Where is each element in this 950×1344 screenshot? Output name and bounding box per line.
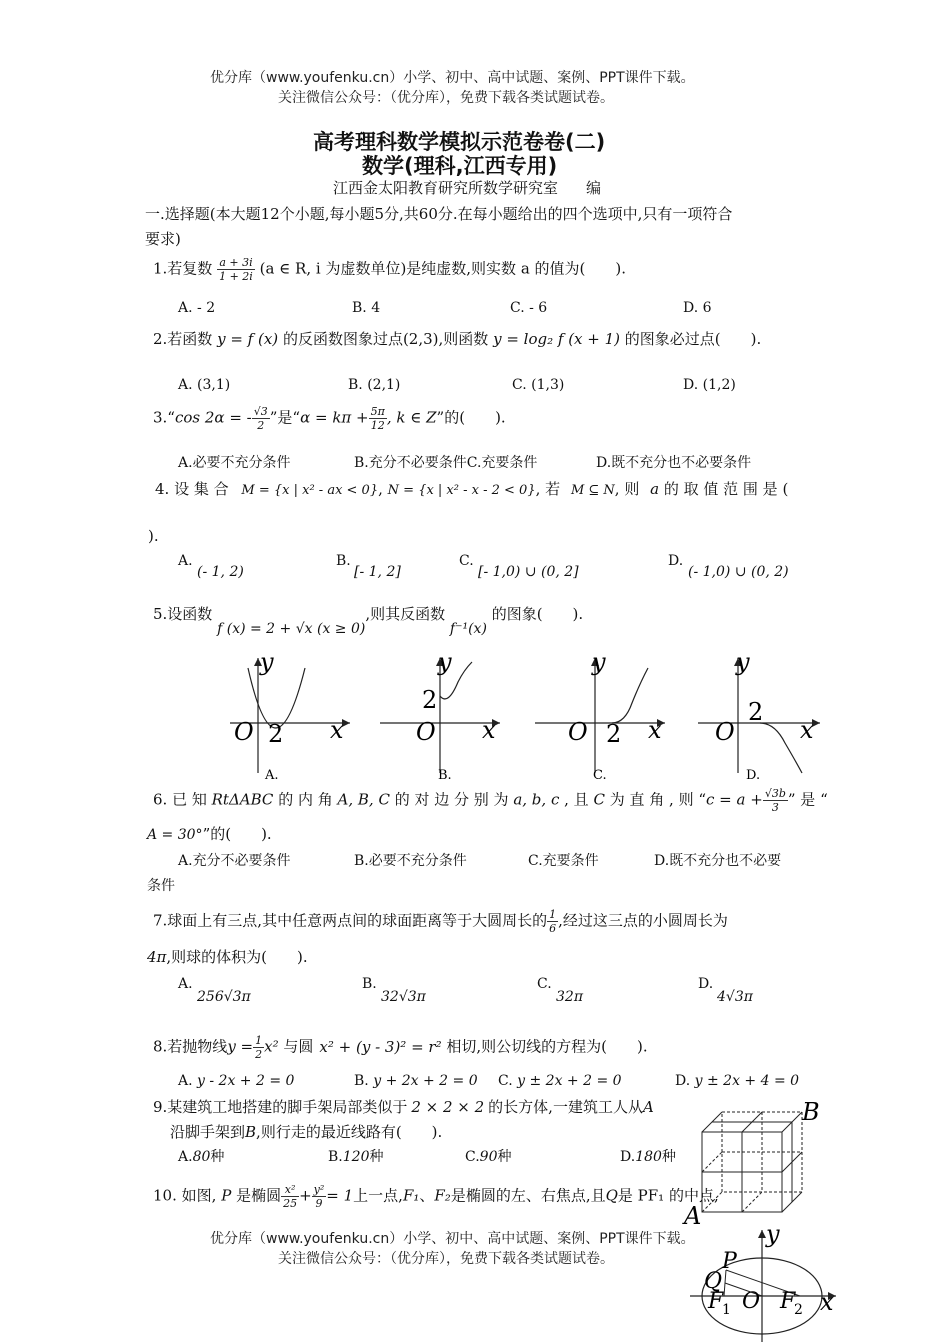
svg-text:1: 1 (722, 1302, 731, 1318)
question-7: 7.球面上有三点,其中任意两点间的球面距离等于大圆周长的 $\frac{1}{6}$ ,经过这三点的小圆周长为 (153, 908, 728, 935)
q3-option-a[interactable]: A.必要不充分条件 (178, 455, 291, 471)
footer-line-1: 优分库（www.youfenku.cn）小学、初中、高中试题、案例、PPT课件下载。 (210, 1231, 695, 1247)
q9-scaffold-figure (680, 1096, 830, 1231)
svg-text:y: y (592, 648, 606, 676)
q6-option-a[interactable]: A.充分不必要条件 (178, 853, 291, 869)
q4-close: ). (148, 527, 159, 545)
exam-author: 江西金太阳教育研究所数学研究室 编 (333, 179, 602, 197)
svg-text:O: O (568, 718, 588, 746)
q4-option-d-letter[interactable]: D. (668, 553, 684, 569)
svg-text:x: x (330, 716, 344, 744)
q7-option-a-letter[interactable]: A. (178, 976, 193, 992)
svg-text:O: O (715, 718, 735, 746)
svg-text:y: y (438, 648, 452, 676)
svg-text:2: 2 (422, 686, 438, 714)
q7-option-b[interactable]: 32√3π (381, 989, 426, 1005)
section-instructions-cont: 要求) (145, 230, 181, 248)
q1-option-a[interactable]: A. - 2 (178, 300, 216, 316)
q7-option-c[interactable]: 32π (556, 989, 584, 1005)
q7-option-d[interactable]: 4√3π (717, 989, 753, 1005)
q4-option-a-letter[interactable]: A. (178, 553, 193, 569)
header-line-2: 关注微信公众号：（优分库），免费下载各类试题试卷。 (278, 90, 614, 106)
q9-option-a[interactable]: A.80种 (178, 1149, 225, 1165)
q9-point-b: B (802, 1098, 820, 1126)
svg-text:2: 2 (748, 698, 764, 726)
question-6-cont: A = 30°”的( ). (147, 825, 272, 843)
q3-option-d[interactable]: D.既不充分也不必要条件 (596, 455, 752, 471)
q5-graph-c (535, 648, 665, 783)
svg-text:B.: B. (438, 768, 452, 783)
q7-option-d-letter[interactable]: D. (698, 976, 714, 992)
q2-option-a[interactable]: A. (3,1) (178, 377, 231, 393)
q6-option-c[interactable]: C.充要条件 (528, 853, 599, 869)
header-line-1: 优分库（www.youfenku.cn）小学、初中、高中试题、案例、PPT课件下载。 (210, 70, 695, 86)
q8-option-a[interactable]: A. y - 2x + 2 = 0 (178, 1073, 295, 1089)
q1-option-c[interactable]: C. - 6 (510, 300, 548, 316)
svg-text:F: F (708, 1289, 724, 1314)
svg-text:O: O (234, 718, 254, 746)
svg-text:2: 2 (794, 1302, 803, 1318)
svg-text:x: x (648, 716, 662, 744)
svg-text:A.: A. (265, 768, 279, 783)
svg-text:y: y (260, 648, 274, 676)
svg-text:O: O (742, 1289, 761, 1314)
q4-option-c-letter[interactable]: C. (459, 553, 474, 569)
q6-option-d[interactable]: D.既不充分也不必要 (654, 853, 782, 869)
svg-text:y: y (736, 648, 750, 676)
q7-option-a[interactable]: 256√3π (197, 989, 251, 1005)
q9-point-a: A (684, 1202, 702, 1230)
q6-option-b[interactable]: B.必要不充分条件 (354, 853, 467, 869)
svg-text:x: x (800, 716, 814, 744)
question-1: 1.若复数 $\frac{a + 3i}{1 + 2i}$ (a ∈ R, i 为虚数单位)是纯虚数,则实数 a 的值为( ). (153, 256, 627, 283)
question-9: 9.某建筑工地搭建的脚手架局部类似于 2 × 2 × 2 的长方体,一建筑工人从A (153, 1098, 654, 1116)
q6-option-d-wrap: 条件 (147, 878, 175, 894)
q5-graph-b (380, 648, 500, 783)
svg-text:F: F (780, 1289, 796, 1314)
q4-option-b-letter[interactable]: B. (336, 553, 351, 569)
svg-text:C.: C. (593, 768, 607, 783)
svg-text:P: P (722, 1249, 737, 1274)
question-4: 4. 设 集 合 M = {x | x² - ax < 0}, N = {x | x² - x - 2 < 0}, 若 M ⊆ N, 则 a 的 取 值 范 围 是 ( (155, 480, 789, 498)
q10-ellipse-figure (688, 1222, 848, 1344)
q2-option-c[interactable]: C. (1,3) (512, 377, 565, 393)
svg-text:x: x (820, 1288, 834, 1316)
q5-graphs-figure (220, 648, 830, 788)
exam-title: 高考理科数学模拟示范卷卷(二) (313, 130, 606, 154)
q7-option-b-letter[interactable]: B. (362, 976, 377, 992)
section-instructions: 一.选择题(本大题12个小题,每小题5分,共60分.在每小题给出的四个选项中,只有一项符合 (145, 205, 733, 223)
q1-option-d[interactable]: D. 6 (683, 300, 712, 316)
svg-text:2: 2 (268, 720, 284, 748)
q4-option-d[interactable]: (- 1,0) ∪ (0, 2) (688, 564, 789, 580)
svg-text:2: 2 (606, 720, 622, 748)
q8-option-b[interactable]: B. y + 2x + 2 = 0 (354, 1073, 478, 1089)
q8-option-d[interactable]: D. y ± 2x + 4 = 0 (675, 1073, 800, 1089)
question-10: 10. 如图, P 是椭圆 $\frac{\text{x²}}{25}$ + $\frac{\text{y²}}{9}$ = 1上一点,F₁、F₂是椭圆的左、右焦点,且Q是 PF₁ 的中点, (153, 1183, 719, 1210)
question-3: 3.“cos 2α = - $\frac{√3}{2}$ ”是“α = kπ + $\frac{5\pi}{12}$ , k ∈ Z”的( ). (153, 405, 506, 432)
q3-option-b[interactable]: B.充分不必要条件C.充要条件 (354, 455, 538, 471)
q4-option-a[interactable]: (- 1, 2) (197, 564, 244, 580)
q5-graph-a (230, 648, 350, 783)
question-6: 6. 已 知 RtΔABC 的 内 角 A, B, C 的 对 边 分 别 为 a, b, c , 且 C 为 直 角 , 则 “c = a + $\frac{√3b}{3}$ ” 是 “ (153, 787, 828, 814)
exam-subtitle: 数学(理科,江西专用) (362, 154, 558, 178)
svg-text:x: x (482, 716, 496, 744)
q8-option-c[interactable]: C. y ± 2x + 2 = 0 (498, 1073, 622, 1089)
q7-option-c-letter[interactable]: C. (537, 976, 552, 992)
svg-text:Q: Q (704, 1269, 723, 1294)
svg-text:O: O (416, 718, 436, 746)
svg-text:y: y (766, 1222, 780, 1248)
q4-option-c[interactable]: [- 1,0) ∪ (0, 2] (478, 564, 579, 580)
q1-option-b[interactable]: B. 4 (352, 300, 381, 316)
q9-option-d[interactable]: D.180种 (620, 1149, 676, 1165)
q9-option-c[interactable]: C.90种 (465, 1149, 512, 1165)
q2-option-d[interactable]: D. (1,2) (683, 377, 736, 393)
q9-option-b[interactable]: B.120种 (328, 1149, 384, 1165)
question-7-cont: 4π,则球的体积为( ). (147, 948, 308, 966)
q2-option-b[interactable]: B. (2,1) (348, 377, 401, 393)
question-5: 5.设函数 f (x) = 2 + √x (x ≥ 0),则其反函数 f⁻¹(x) 的图象( ). (153, 605, 584, 637)
q4-option-b[interactable]: [- 1, 2] (354, 564, 401, 580)
question-8: 8.若抛物线y = $\frac{1}{2}$ x² 与圆 x² + (y - 3)² = r² 相切,则公切线的方程为( ). (153, 1034, 648, 1061)
question-9-cont: 沿脚手架到B,则行走的最近线路有( ). (170, 1123, 443, 1141)
question-2: 2.若函数 y = f (x) 的反函数图象过点(2,3),则函数 y = log₂ f (x + 1) 的图象必过点( ). (153, 330, 762, 348)
footer-line-2: 关注微信公众号：（优分库），免费下载各类试题试卷。 (278, 1251, 614, 1267)
q5-graph-d (698, 648, 820, 783)
svg-text:D.: D. (746, 768, 761, 783)
